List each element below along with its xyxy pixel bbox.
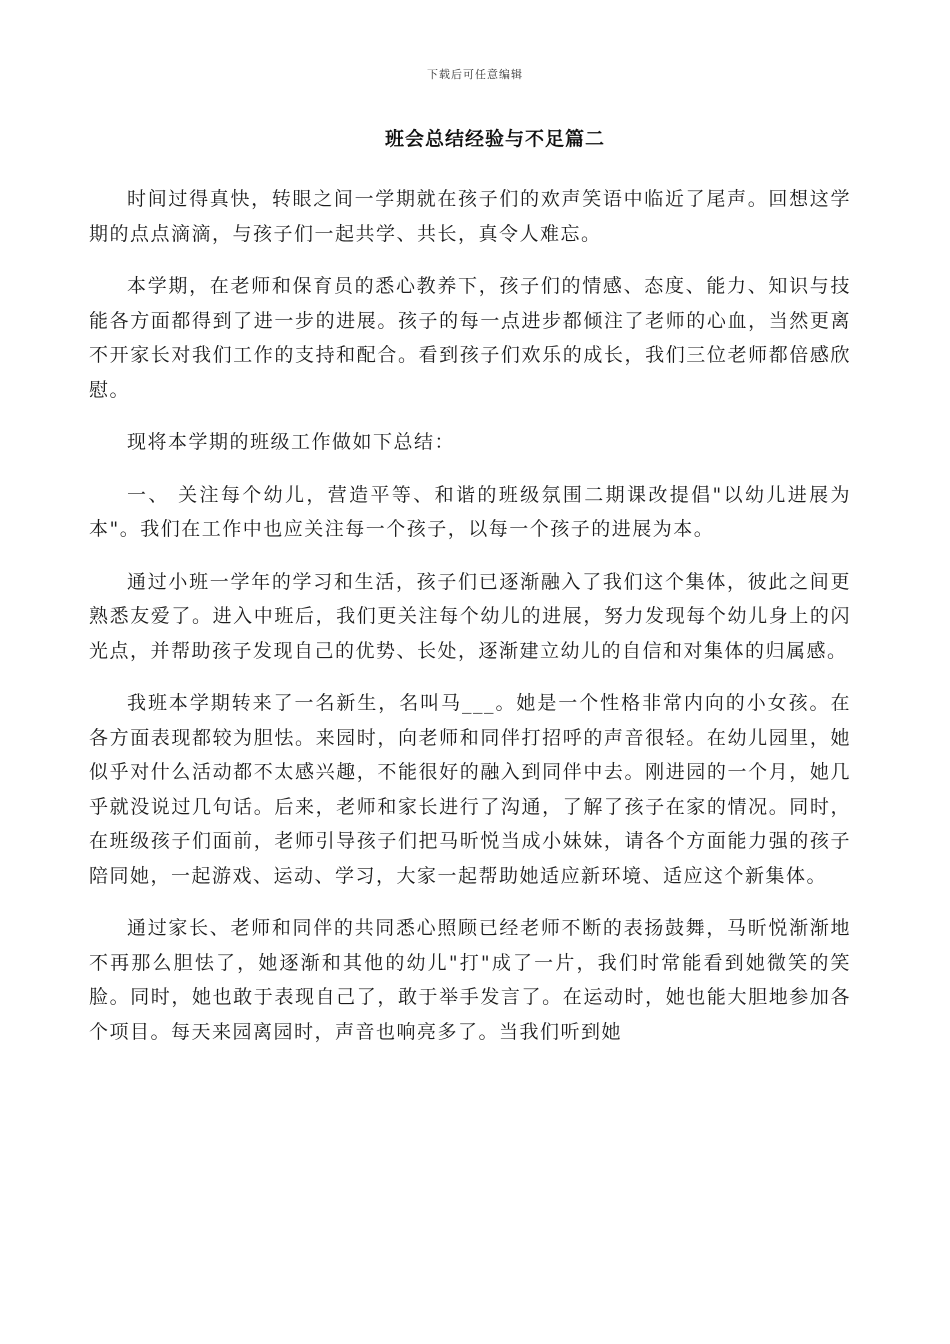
paragraph-5: 通过小班一学年的学习和生活，孩子们已逐渐融入了我们这个集体，彼此之间更熟悉友爱了。进入中班后，我们更关注每个幼儿的进展，努力发现每个幼儿身上的闪光点，并帮助孩子发现自己的优势、长处，逐渐建立幼儿的自信和对集体的归属感。: [89, 570, 851, 662]
document-title: 班会总结经验与不足篇二: [384, 128, 605, 150]
paragraph-4: 一、 关注每个幼儿，营造平等、和谐的班级氛围二期课改提倡"以幼儿进展为本"。我们在工作中也应关注每一个孩子，以每一个孩子的进展为本。: [89, 483, 851, 540]
paragraph-7: 通过家长、老师和同伴的共同悉心照顾已经老师不断的表扬鼓舞，马昕悦渐渐地不再那么胆怯了，她逐渐和其他的幼儿"打"成了一片，我们时常能看到她微笑的笑脸。同时，她也敢于表现自己了，敢于举手发言了。在运动时，她也能大胆地参加各个项目。每天来园离园时，声音也响亮多了。当我们听到她: [89, 917, 851, 1043]
paragraph-6: 我班本学期转来了一名新生，名叫马___。她是一个性格非常内向的小女孩。在各方面表现都较为胆怯。来园时，向老师和同伴打招呼的声音很轻。在幼儿园里，她似乎对什么活动都不太感兴趣，不能很好的融入到同伴中去。刚进园的一个月，她几乎就没说过几句话。后来，老师和家长进行了沟通，了解了孩子在家的情况。同时，在班级孩子们面前，老师引导孩子们把马昕悦当成小妹妹，请各个方面能力强的孩子陪同她，一起游戏、运动、学习，大家一起帮助她适应新环境、适应这个新集体。: [89, 692, 851, 887]
header-note: 下载后可任意编辑: [427, 68, 523, 81]
paragraph-1: 时间过得真快，转眼之间一学期就在孩子们的欢声笑语中临近了尾声。回想这学期的点点滴滴，与孩子们一起共学、共长，真令人难忘。: [89, 188, 851, 245]
paragraph-2: 本学期，在老师和保育员的悉心教养下，孩子们的情感、态度、能力、知识与技能各方面都得到了进一步的进展。孩子的每一点进步都倾注了老师的心血，当然更离不开家长对我们工作的支持和配合。看到孩子们欢乐的成长，我们三位老师都倍感欣慰。: [89, 275, 851, 401]
paragraph-3: 现将本学期的班级工作做如下总结：: [127, 431, 456, 453]
document-body: [89, 182, 851, 1067]
